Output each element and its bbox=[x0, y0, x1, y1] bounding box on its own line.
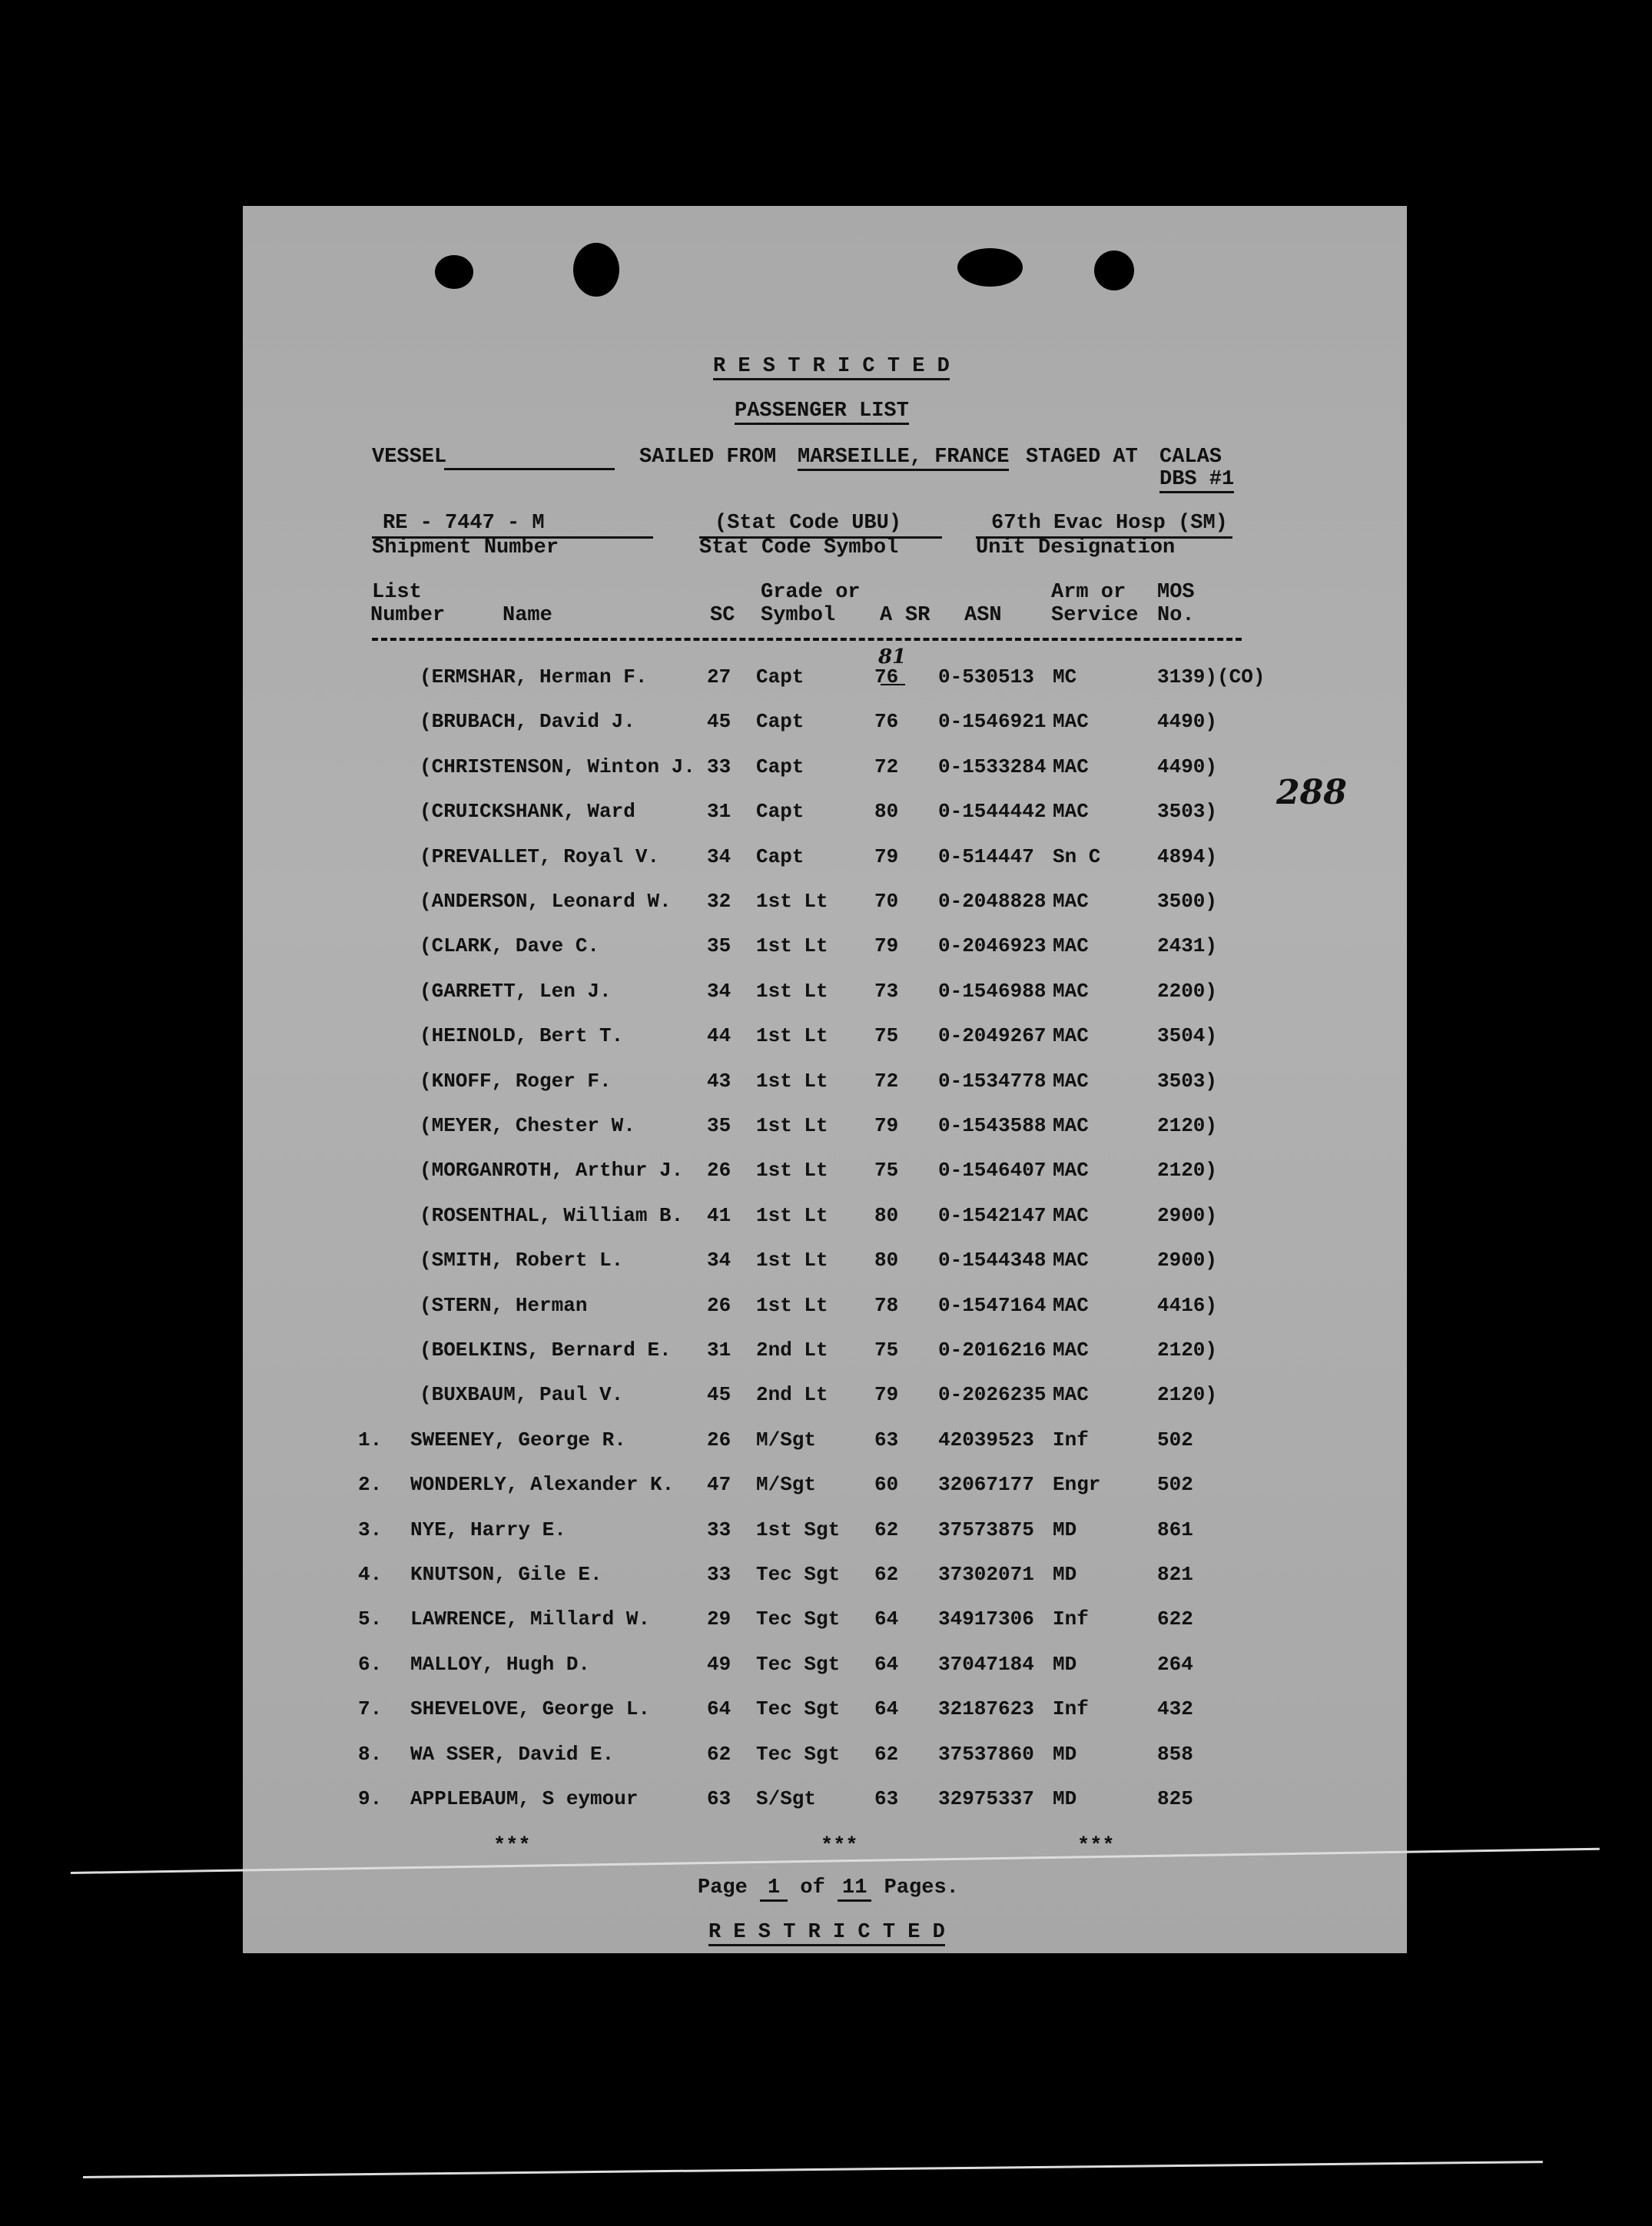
row-name: MALLOY, Hugh D. bbox=[410, 1652, 591, 1676]
row-mos: 4490) bbox=[1157, 755, 1218, 778]
row-list-number: 3. bbox=[358, 1518, 383, 1541]
row-grade: Tec Sgt bbox=[756, 1742, 841, 1766]
row-name: (MORGANROTH, Arthur J. bbox=[420, 1159, 684, 1183]
row-asn: 0-514447 bbox=[938, 844, 1034, 868]
row-sc: 45 bbox=[707, 710, 731, 734]
row-mos: 3503) bbox=[1157, 1069, 1218, 1093]
row-arm-service: MAC bbox=[1053, 1069, 1089, 1093]
row-grade: M/Sgt bbox=[756, 1428, 817, 1451]
restricted-footer: R E S T R I C T E D bbox=[708, 1921, 945, 1946]
row-mos: 3500) bbox=[1157, 890, 1218, 913]
row-sc: 34 bbox=[707, 844, 731, 868]
row-name: SWEENEY, George R. bbox=[410, 1428, 626, 1451]
row-asn: 42039523 bbox=[938, 1428, 1034, 1451]
row-mos: 3139)(CO) bbox=[1157, 665, 1266, 688]
col-list-number-1: List bbox=[372, 581, 422, 604]
row-grade: 1st Sgt bbox=[756, 1518, 841, 1541]
unit-label: Unit Designation bbox=[976, 536, 1176, 559]
row-mos: 432 bbox=[1157, 1697, 1193, 1721]
punch-hole bbox=[573, 243, 619, 297]
row-grade: Tec Sgt bbox=[756, 1652, 841, 1676]
row-sc: 47 bbox=[707, 1473, 731, 1497]
row-sc: 35 bbox=[707, 934, 731, 958]
row-grade: S/Sgt bbox=[756, 1787, 817, 1810]
row-asn: 0-1544442 bbox=[938, 800, 1047, 824]
row-sc: 27 bbox=[707, 665, 731, 688]
row-sc: 33 bbox=[707, 755, 731, 778]
page-total: 11 bbox=[838, 1876, 871, 1902]
row-asn: 37047184 bbox=[938, 1652, 1034, 1676]
staged-at-value-2: DBS #1 bbox=[1159, 468, 1234, 493]
row-sc: 63 bbox=[707, 1787, 731, 1810]
row-name: (MEYER, Chester W. bbox=[420, 1114, 635, 1137]
row-sr: 80 bbox=[874, 800, 899, 824]
row-asn: 0-1546988 bbox=[938, 979, 1047, 1003]
row-mos: 2120) bbox=[1157, 1114, 1218, 1137]
row-sr: 78 bbox=[874, 1293, 899, 1317]
row-asn: 34917306 bbox=[938, 1607, 1034, 1631]
row-sr: 63 bbox=[874, 1787, 899, 1810]
row-name: KNUTSON, Gile E. bbox=[410, 1563, 602, 1586]
vessel-label: VESSEL bbox=[372, 446, 447, 469]
row-grade: Tec Sgt bbox=[756, 1563, 841, 1586]
row-arm-service: MAC bbox=[1053, 934, 1089, 958]
row-sc: 33 bbox=[707, 1563, 731, 1586]
row-mos: 861 bbox=[1157, 1518, 1193, 1541]
row-arm-service: MAC bbox=[1053, 710, 1089, 734]
row-mos: 821 bbox=[1157, 1563, 1193, 1586]
row-list-number: 9. bbox=[358, 1787, 383, 1810]
row-mos: 2120) bbox=[1157, 1339, 1218, 1362]
row-sr: 75 bbox=[874, 1339, 899, 1362]
row-sc: 44 bbox=[707, 1024, 731, 1048]
row-sc: 33 bbox=[707, 1518, 731, 1541]
row-sc: 64 bbox=[707, 1697, 731, 1721]
row-grade: 1st Lt bbox=[756, 1024, 828, 1048]
row-sc: 26 bbox=[707, 1159, 731, 1183]
staged-at-value: CALAS bbox=[1159, 446, 1222, 469]
row-arm-service: Inf bbox=[1053, 1607, 1089, 1631]
footer-stars: *** bbox=[1077, 1835, 1115, 1858]
row-sr: 62 bbox=[874, 1518, 899, 1541]
row-name: (BRUBACH, David J. bbox=[420, 710, 635, 734]
row-name: (SMITH, Robert L. bbox=[420, 1249, 624, 1272]
row-arm-service: MAC bbox=[1053, 800, 1089, 824]
row-sc: 26 bbox=[707, 1428, 731, 1451]
row-mos: 825 bbox=[1157, 1787, 1193, 1810]
row-asn: 37537860 bbox=[938, 1742, 1034, 1766]
row-arm-service: MAC bbox=[1053, 1203, 1089, 1227]
shipment-number-label: Shipment Number bbox=[372, 536, 559, 559]
header-divider bbox=[372, 638, 1242, 641]
col-asn: ASN bbox=[964, 604, 1002, 627]
col-grade-1: Grade or bbox=[761, 581, 861, 604]
row-grade: Capt bbox=[756, 710, 804, 734]
row-mos: 264 bbox=[1157, 1652, 1193, 1676]
row-sc: 62 bbox=[707, 1742, 731, 1766]
row-mos: 858 bbox=[1157, 1742, 1193, 1766]
row-sr: 75 bbox=[874, 1024, 899, 1048]
row-arm-service: MAC bbox=[1053, 1249, 1089, 1272]
row-arm-service: MD bbox=[1053, 1518, 1077, 1541]
row-sr: 79 bbox=[874, 844, 899, 868]
punch-hole bbox=[957, 248, 1023, 287]
row-name: (ROSENTHAL, William B. bbox=[420, 1203, 684, 1227]
row-sr: 80 bbox=[874, 1249, 899, 1272]
footer-stars: *** bbox=[493, 1835, 531, 1858]
row-mos: 4894) bbox=[1157, 844, 1218, 868]
sailed-from-label: SAILED FROM bbox=[639, 446, 777, 469]
row-arm-service: MAC bbox=[1053, 1024, 1089, 1048]
row-mos: 3504) bbox=[1157, 1024, 1218, 1048]
row-grade: Capt bbox=[756, 800, 804, 824]
row-asn: 0-1547164 bbox=[938, 1293, 1047, 1317]
row-asn: 0-2016216 bbox=[938, 1339, 1047, 1362]
row-sc: 35 bbox=[707, 1114, 731, 1137]
row-grade: Capt bbox=[756, 665, 804, 688]
page-counter bbox=[698, 1876, 959, 1899]
row-arm-service: Inf bbox=[1053, 1697, 1089, 1721]
stat-code-label: Stat Code Symbol bbox=[699, 536, 899, 559]
footer-stars: *** bbox=[821, 1835, 858, 1858]
row-asn: 0-2049267 bbox=[938, 1024, 1047, 1048]
row-sr: 60 bbox=[874, 1473, 899, 1497]
row-name: (CHRISTENSON, Winton J. bbox=[420, 755, 695, 778]
vessel-blank-line bbox=[444, 468, 615, 470]
row-list-number: 6. bbox=[358, 1652, 383, 1676]
row-sc: 34 bbox=[707, 979, 731, 1003]
row-sc: 31 bbox=[707, 800, 731, 824]
row-name: (ANDERSON, Leonard W. bbox=[420, 890, 672, 913]
row-grade: Tec Sgt bbox=[756, 1697, 841, 1721]
row-grade: Tec Sgt bbox=[756, 1607, 841, 1631]
page-of: of bbox=[800, 1876, 825, 1899]
row-mos: 502 bbox=[1157, 1473, 1193, 1497]
unit-value: 67th Evac Hosp (SM) bbox=[991, 512, 1228, 535]
row-grade: M/Sgt bbox=[756, 1473, 817, 1497]
row-arm-service: MAC bbox=[1053, 1383, 1089, 1407]
row-asn: 37302071 bbox=[938, 1563, 1034, 1586]
row-sc: 41 bbox=[707, 1203, 731, 1227]
row-sr: 79 bbox=[874, 934, 899, 958]
page-prefix: Page bbox=[698, 1876, 748, 1899]
row-grade: 1st Lt bbox=[756, 934, 828, 958]
row-grade: 1st Lt bbox=[756, 890, 828, 913]
row-mos: 2900) bbox=[1157, 1203, 1218, 1227]
row-sr: 64 bbox=[874, 1607, 899, 1631]
row-name: (CRUICKSHANK, Ward bbox=[420, 800, 635, 824]
row-sr: 75 bbox=[874, 1159, 899, 1183]
row-arm-service: MD bbox=[1053, 1787, 1077, 1810]
row-sc: 45 bbox=[707, 1383, 731, 1407]
row-sr: 79 bbox=[874, 1114, 899, 1137]
row-arm-service: MAC bbox=[1053, 890, 1089, 913]
row-grade: 1st Lt bbox=[756, 1293, 828, 1317]
row-asn: 0-2048828 bbox=[938, 890, 1047, 913]
row-sr: 79 bbox=[874, 1383, 899, 1407]
row-grade: 1st Lt bbox=[756, 1159, 828, 1183]
row-grade: 2nd Lt bbox=[756, 1383, 828, 1407]
row-name: WONDERLY, Alexander K. bbox=[410, 1473, 675, 1497]
row-arm-service: MD bbox=[1053, 1742, 1077, 1766]
row-asn: 0-2026235 bbox=[938, 1383, 1047, 1407]
row-name: NYE, Harry E. bbox=[410, 1518, 566, 1541]
row-sc: 43 bbox=[707, 1069, 731, 1093]
col-mos-2: No. bbox=[1157, 604, 1195, 627]
row-arm-service: MAC bbox=[1053, 755, 1089, 778]
row-sc: 29 bbox=[707, 1607, 731, 1631]
col-arm-1: Arm or bbox=[1051, 581, 1126, 604]
row-grade: 2nd Lt bbox=[756, 1339, 828, 1362]
row-name: (BOELKINS, Bernard E. bbox=[420, 1339, 672, 1362]
row-sr: 73 bbox=[874, 979, 899, 1003]
row-sr: 80 bbox=[874, 1203, 899, 1227]
row-list-number: 4. bbox=[358, 1563, 383, 1586]
handwritten-sr-correction: 81 bbox=[878, 645, 907, 668]
row-arm-service: MD bbox=[1053, 1652, 1077, 1676]
row-name: (BUXBAUM, Paul V. bbox=[420, 1383, 624, 1407]
row-grade: 1st Lt bbox=[756, 1069, 828, 1093]
row-name: APPLEBAUM, S eymour bbox=[410, 1787, 639, 1810]
row-asn: 0-1544348 bbox=[938, 1249, 1047, 1272]
row-mos: 2900) bbox=[1157, 1249, 1218, 1272]
row-grade: Capt bbox=[756, 844, 804, 868]
row-arm-service: Inf bbox=[1053, 1428, 1089, 1451]
row-mos: 502 bbox=[1157, 1428, 1193, 1451]
col-sr: SR bbox=[905, 604, 930, 627]
col-name: Name bbox=[503, 604, 552, 627]
row-name: (STERN, Herman bbox=[420, 1293, 588, 1317]
row-mos: 2200) bbox=[1157, 979, 1218, 1003]
row-list-number: 7. bbox=[358, 1697, 383, 1721]
row-list-number: 2. bbox=[358, 1473, 383, 1497]
row-asn: 32187623 bbox=[938, 1697, 1034, 1721]
row-name: SHEVELOVE, George L. bbox=[410, 1697, 651, 1721]
row-list-number: 8. bbox=[358, 1742, 383, 1766]
row-sr: 64 bbox=[874, 1697, 899, 1721]
row-list-number: 1. bbox=[358, 1428, 383, 1451]
row-sr: 72 bbox=[874, 1069, 899, 1093]
row-sc: 26 bbox=[707, 1293, 731, 1317]
row-mos: 3503) bbox=[1157, 800, 1218, 824]
row-name: (CLARK, Dave C. bbox=[420, 934, 600, 958]
row-asn: 0-2046923 bbox=[938, 934, 1047, 958]
row-name: LAWRENCE, Millard W. bbox=[410, 1607, 651, 1631]
row-sc: 31 bbox=[707, 1339, 731, 1362]
row-asn: 0-1546407 bbox=[938, 1159, 1047, 1183]
row-list-number: 5. bbox=[358, 1607, 383, 1631]
row-asn: 0-1546921 bbox=[938, 710, 1047, 734]
row-asn: 32975337 bbox=[938, 1787, 1034, 1810]
row-name: (PREVALLET, Royal V. bbox=[420, 844, 660, 868]
col-grade-2: Symbol bbox=[761, 604, 836, 627]
row-asn: 0-1542147 bbox=[938, 1203, 1047, 1227]
row-arm-service: MD bbox=[1053, 1563, 1077, 1586]
row-arm-service: MAC bbox=[1053, 1293, 1089, 1317]
row-asn: 32067177 bbox=[938, 1473, 1034, 1497]
row-name: (GARRETT, Len J. bbox=[420, 979, 612, 1003]
page-suffix: Pages. bbox=[884, 1876, 959, 1899]
row-sr: 72 bbox=[874, 755, 899, 778]
row-asn: 37573875 bbox=[938, 1518, 1034, 1541]
row-arm-service: MAC bbox=[1053, 1114, 1089, 1137]
row-sr: 70 bbox=[874, 890, 899, 913]
punch-hole bbox=[435, 255, 473, 289]
shipment-number-value: RE - 7447 - M bbox=[383, 512, 545, 535]
row-asn: 0-530513 bbox=[938, 665, 1034, 688]
row-grade: 1st Lt bbox=[756, 1249, 828, 1272]
row-arm-service: MAC bbox=[1053, 1159, 1089, 1183]
col-a: A bbox=[880, 604, 893, 627]
row-asn: 0-1533284 bbox=[938, 755, 1047, 778]
row-asn: 0-1534778 bbox=[938, 1069, 1047, 1093]
col-sc: SC bbox=[710, 604, 735, 627]
row-mos: 2120) bbox=[1157, 1383, 1218, 1407]
row-arm-service: Sn C bbox=[1053, 844, 1101, 868]
staged-at-label: STAGED AT bbox=[1026, 446, 1138, 469]
row-arm-service: MAC bbox=[1053, 979, 1089, 1003]
row-mos: 622 bbox=[1157, 1607, 1193, 1631]
page-number: 1 bbox=[760, 1876, 788, 1902]
row-sc: 32 bbox=[707, 890, 731, 913]
row-mos: 2431) bbox=[1157, 934, 1218, 958]
row-grade: Capt bbox=[756, 755, 804, 778]
row-grade: 1st Lt bbox=[756, 979, 828, 1003]
row-name: (KNOFF, Roger F. bbox=[420, 1069, 612, 1093]
row-name: (ERMSHAR, Herman F. bbox=[420, 665, 648, 688]
row-arm-service: MC bbox=[1053, 665, 1077, 688]
row-mos: 4416) bbox=[1157, 1293, 1218, 1317]
row-sr: 64 bbox=[874, 1652, 899, 1676]
stat-code-value: (Stat Code UBU) bbox=[715, 512, 902, 535]
margin-note: 288 bbox=[1276, 773, 1347, 812]
col-mos-1: MOS bbox=[1157, 581, 1195, 604]
row-asn: 0-1543588 bbox=[938, 1114, 1047, 1137]
row-sc: 34 bbox=[707, 1249, 731, 1272]
row-arm-service: Engr bbox=[1053, 1473, 1101, 1497]
col-list-number-2: Number bbox=[370, 604, 446, 627]
row-name: WA SSER, David E. bbox=[410, 1742, 615, 1766]
row-sr: 62 bbox=[874, 1742, 899, 1766]
punch-hole bbox=[1094, 250, 1134, 290]
scan-artifact-line bbox=[83, 2161, 1543, 2178]
row-mos: 4490) bbox=[1157, 710, 1218, 734]
row-name: (HEINOLD, Bert T. bbox=[420, 1024, 624, 1048]
row-grade: 1st Lt bbox=[756, 1114, 828, 1137]
row-sr: 63 bbox=[874, 1428, 899, 1451]
document-title: PASSENGER LIST bbox=[735, 400, 909, 425]
sailed-from-value: MARSEILLE, FRANCE bbox=[798, 446, 1009, 471]
row-sr: 62 bbox=[874, 1563, 899, 1586]
strikethrough-sr bbox=[881, 684, 905, 685]
row-grade: 1st Lt bbox=[756, 1203, 828, 1227]
col-arm-2: Service bbox=[1051, 604, 1139, 627]
row-mos: 2120) bbox=[1157, 1159, 1218, 1183]
row-sc: 49 bbox=[707, 1652, 731, 1676]
row-sr: 76 bbox=[874, 665, 899, 688]
document-page bbox=[243, 206, 1407, 1953]
row-sr: 76 bbox=[874, 710, 899, 734]
row-arm-service: MAC bbox=[1053, 1339, 1089, 1362]
restricted-header: R E S T R I C T E D bbox=[713, 355, 950, 380]
